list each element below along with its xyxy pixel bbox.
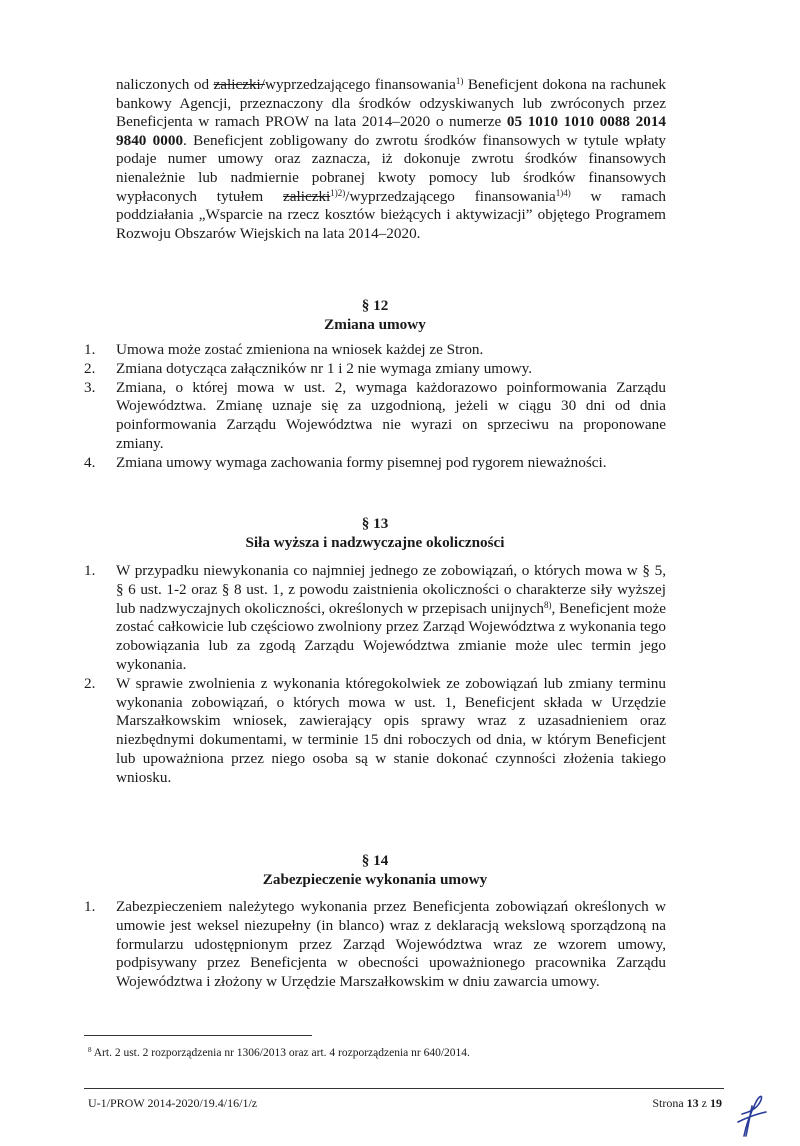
footnote-ref: 1) <box>455 76 464 86</box>
footnote <box>88 1046 648 1060</box>
list-item <box>84 341 666 360</box>
item-number: 2. <box>84 674 96 692</box>
struck-word-zaliczki-2: zaliczki <box>283 187 331 205</box>
item-text: W przypadku niewykonania co najmniej jednego ze zobowiązań, o których mowa w § 5, § 6 ust. 1-2 oraz § 8 ust. 1, z powodu zaistnienia okoliczności o charakterze siły wyższej lub nadzwyczajnych okoliczności, określonych w przepisach unijnych <box>116 562 666 617</box>
list-item <box>84 379 666 454</box>
item-text: Zabezpieczeniem należytego wykonania przez Beneficjenta zobowiązań określonych w umowie jest weksel niezupełny (in blanco) wraz z deklaracją wekslową sporządzoną na formularzu udostępnionym przez Zarząd Województwa wraz ze wzorem umowy, podpisywany przez Beneficjenta w obecności upoważnionego pracownika Zarządu Województwa i złożony w Urzędzie Marszałkowskim w dniu zawarcia umowy. <box>116 898 666 991</box>
footer-divider <box>84 1088 724 1089</box>
item-text: Zmiana umowy wymaga zachowania formy pisemnej pod rygorem nieważności. <box>116 453 607 471</box>
page-current: 13 <box>686 1096 699 1110</box>
item-number: 1. <box>84 898 96 915</box>
intro-paragraph <box>116 76 666 243</box>
item-number: 1. <box>84 341 96 358</box>
intro-text-5: /wyprzedzającego finansowania <box>345 187 556 205</box>
item-text: W sprawie zwolnienia z wykonania któregokolwiek ze zobowiązań lub zmiany terminu wykonania zobowiązań, o których mowa w ust. 1, Beneficjent składa w Urzędzie Marszałkowskim wniosek, zawierający opis sprawy wraz z uzasadnieniem oraz niezbędnymi dokumentami, w terminie 15 dni roboczych od dnia, w którym Beneficjent lub upoważniona przez niego osoba są w stanie dokonać czynności złożenia takiego wniosku. <box>116 674 666 786</box>
footnote-text: Art. 2 ust. 2 rozporządzenia nr 1306/2013 oraz art. 4 rozporządzenia nr 640/2014. <box>91 1047 470 1059</box>
list-item <box>84 454 666 473</box>
intro-text-4: . Beneficjent zobligowany do zwrotu środków finansowych w tytule wpłaty podaje numer umowy oraz zaznacza, iż dokonuje zwrotu środków finansowych nienależnie lub nadmiernie pobranej kwoty pomocy lub środków finansowych wypłaconych tytułem <box>116 131 667 205</box>
bank-account-number: 05 1010 1010 0088 2014 9840 0000 <box>116 113 667 149</box>
section-12-list <box>84 341 666 473</box>
footnote-mark: 8 <box>88 1046 92 1054</box>
intro-text-6: w ramach poddziałania „Wsparcie na rzecz kosztów bieżących i aktywizacji” objętego Programem Rozwoju Obszarów Wiejskich na lata 2014–2020. <box>116 187 667 242</box>
list-item <box>84 675 666 788</box>
section-12-title: Zmiana umowy <box>324 316 426 333</box>
item-number: 3. <box>84 378 96 396</box>
page-label: Strona <box>652 1096 687 1110</box>
intro-text-2: wyprzedzającego finansowania <box>264 76 456 93</box>
document-code: U-1/PROW 2014-2020/19.4/16/1/z <box>88 1096 258 1110</box>
page-number <box>560 1096 722 1110</box>
page-total: 19 <box>710 1096 722 1110</box>
section-14-title: Zabezpieczenie wykonania umowy <box>262 871 488 888</box>
section-14-number: § 14 <box>361 852 389 869</box>
section-14-list <box>84 898 666 992</box>
item-text: Zmiana, o której mowa w ust. 2, wymaga każdorazowo poinformowania Zarządu Województwa. Zmianę uznaje się za uzgodnioną, jeżeli w ciągu 30 dni od dnia poinformowania Zarządu Województwa nie wyrazi on sprzeciwu na proponowane zmiany. <box>116 378 666 452</box>
page-separator: z <box>698 1096 710 1110</box>
item-text: Zmiana dotycząca załączników nr 1 i 2 nie wymaga zmiany umowy. <box>116 359 533 377</box>
item-text-cont: , Beneficjent może zostać całkowicie lub częściowo zwolniony przez Zarząd Województwa z wykonania tego zobowiązania lub za zgodą Zarządu Województwa zmianie może ulec termin jego wykonania. <box>116 599 666 673</box>
footnote-ref-3: 1)4) <box>555 187 571 198</box>
section-13-title: Siła wyższa i nadzwyczajne okoliczności <box>245 534 505 551</box>
item-number: 1. <box>84 562 96 579</box>
list-item <box>84 898 666 992</box>
section-13-number: § 13 <box>361 515 389 532</box>
footnote-divider <box>84 1035 312 1036</box>
handwritten-initials-signature <box>730 1092 770 1138</box>
item-number: 2. <box>84 359 96 377</box>
footnote-ref-2: 1)2) <box>330 187 346 198</box>
section-13-list <box>84 562 666 788</box>
list-item <box>84 360 666 379</box>
item-text: Umowa może zostać zmieniona na wniosek każdej ze Stron. <box>116 341 484 358</box>
section-12-number: § 12 <box>361 297 389 314</box>
struck-word-zaliczki: zaliczki/ <box>213 76 265 93</box>
intro-text-3: Beneficjent dokona na rachunek bankowy Agencji, przeznaczony dla środków odzyskiwanych lub zwróconych przez Beneficjenta w ramach PROW na lata 2014–2020 o numerze <box>116 76 667 131</box>
list-item <box>84 562 666 675</box>
item-number: 4. <box>84 453 96 471</box>
intro-text-1: naliczonych od <box>116 76 214 93</box>
footnote-ref: 8) <box>543 599 552 610</box>
